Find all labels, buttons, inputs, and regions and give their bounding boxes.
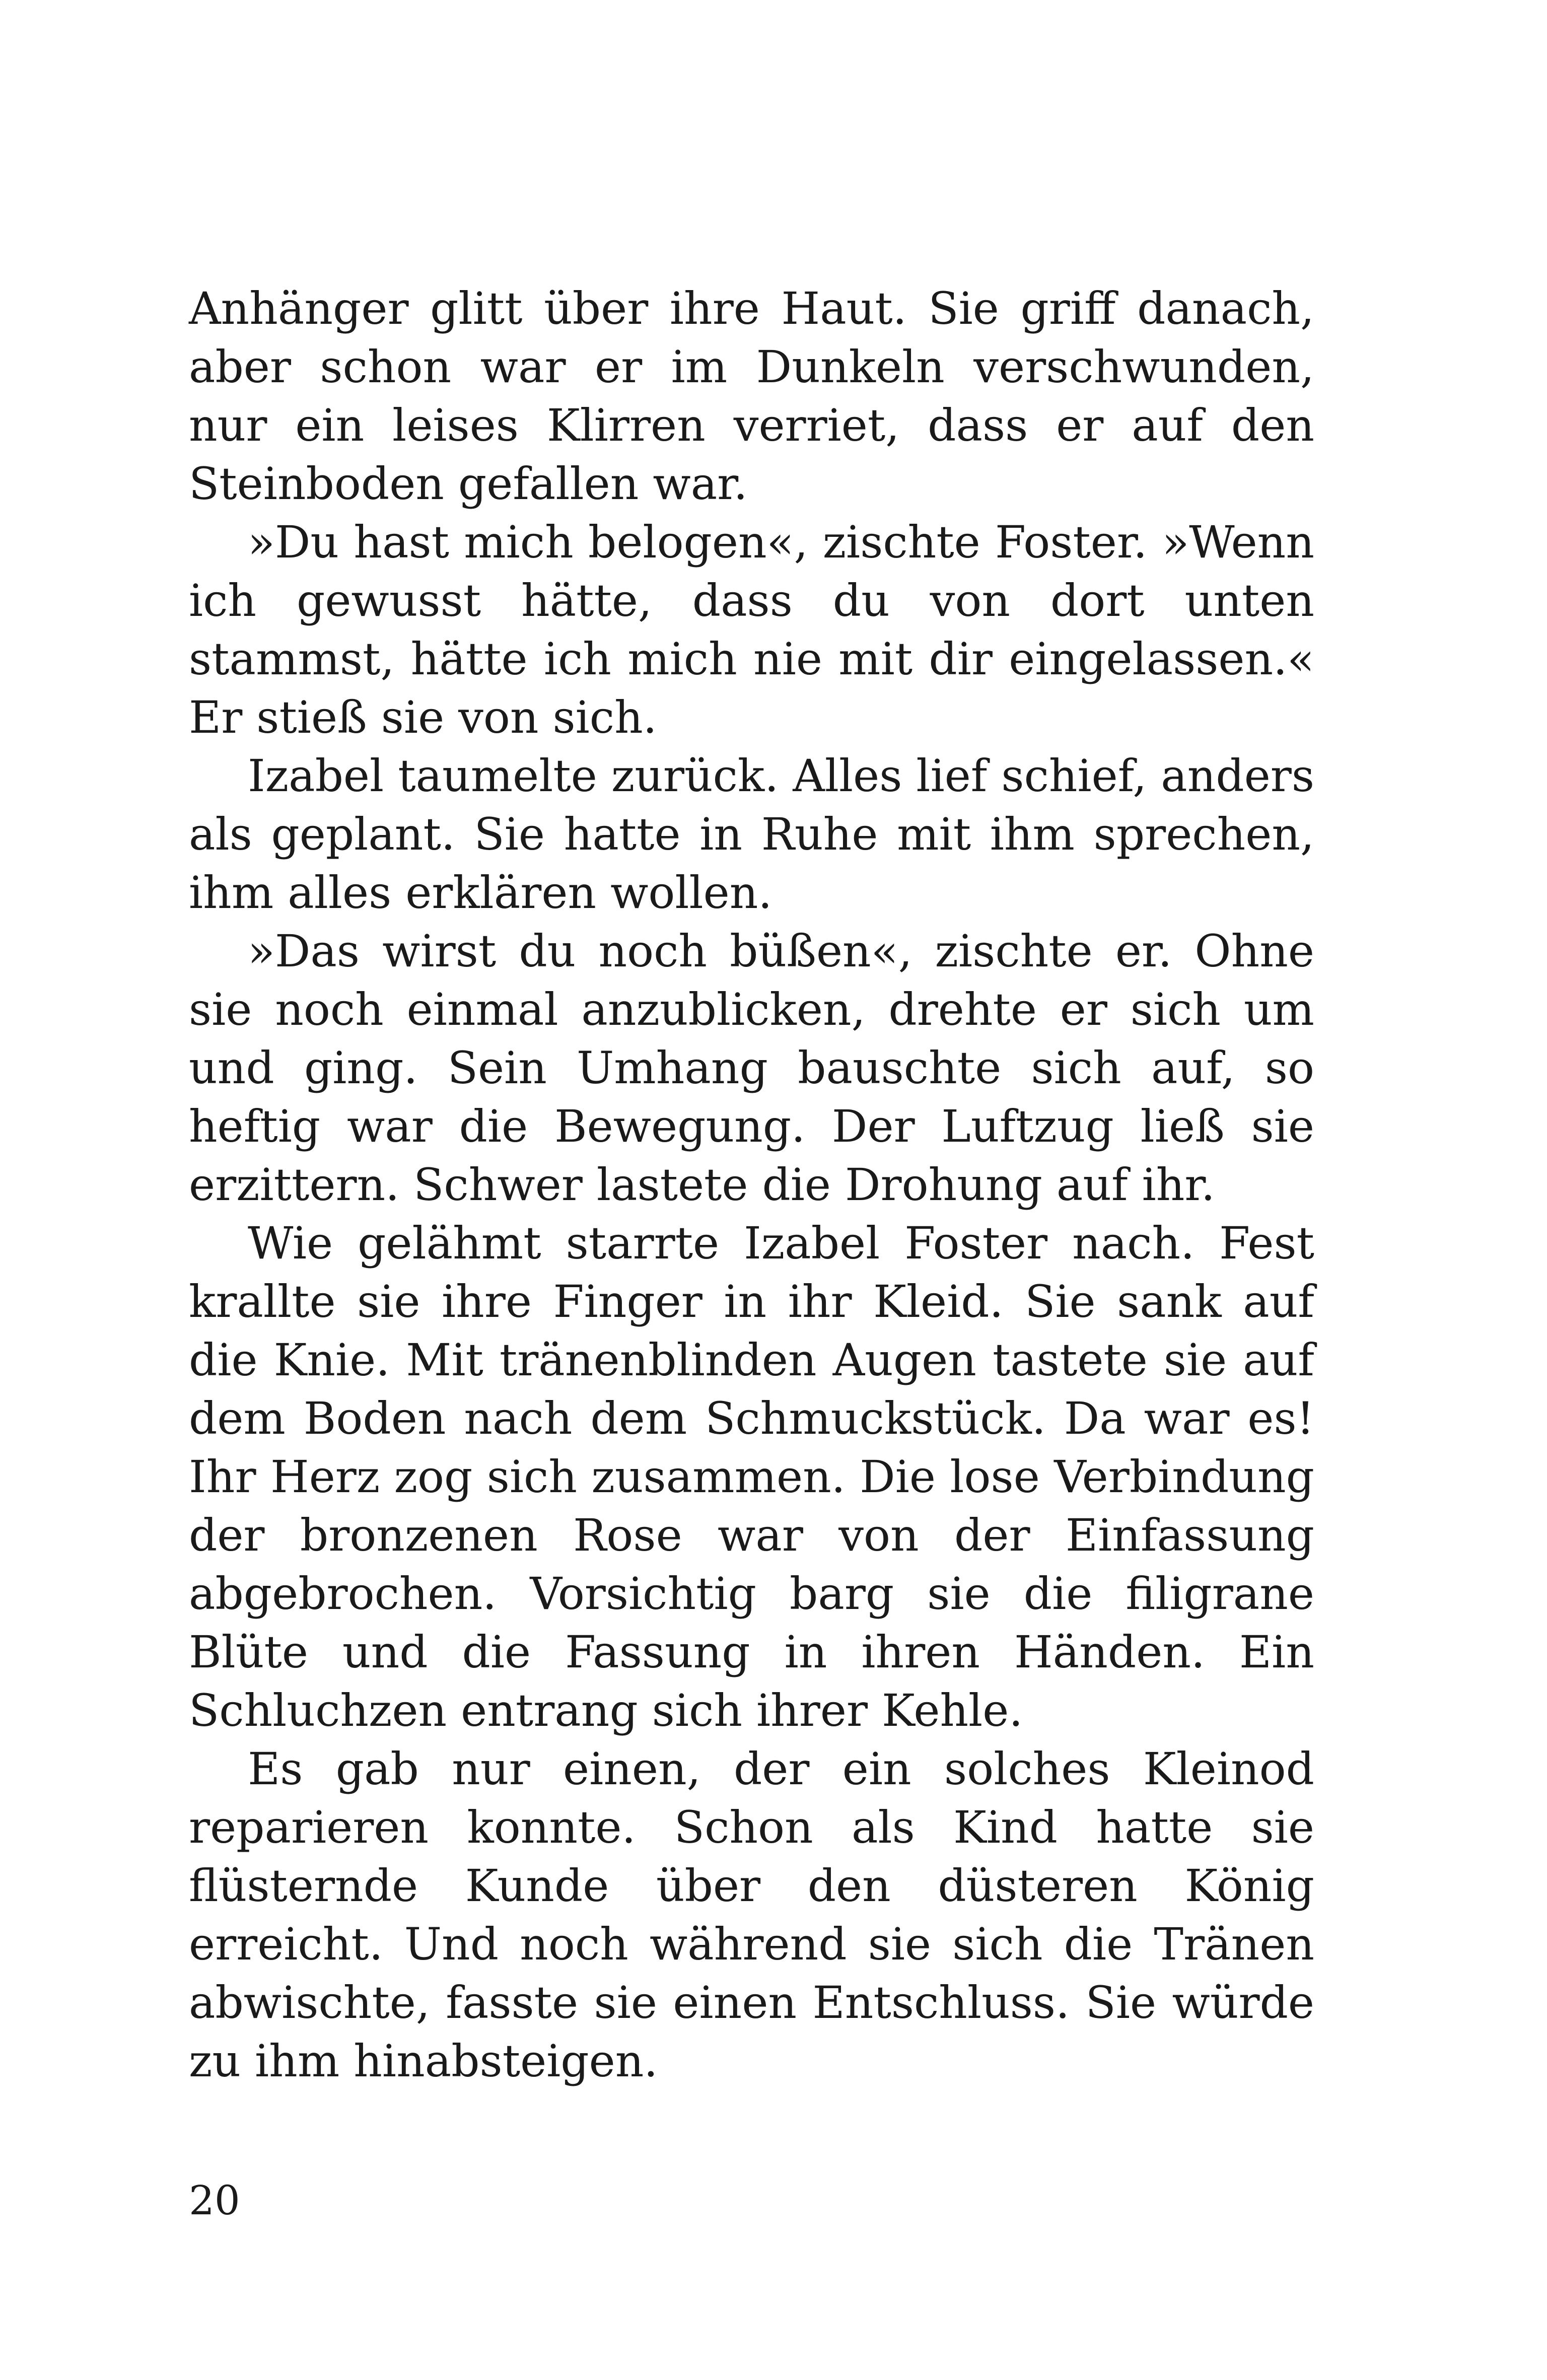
page-number: 20: [189, 2177, 240, 2224]
paragraph-6: Es gab nur einen, der ein solches Kleinod reparieren konnte. Schon als Kind hatte sie flüsternde Kunde über den düsteren König erreicht. Und noch während sie sich die Tränen abwischte, fasste sie einen Entschluss. Sie würde zu ihm hinabsteigen.: [189, 1743, 1314, 2087]
paragraph-1: Anhänger glitt über ihre Haut. Sie griff danach, aber schon war er im Dunkeln verschwunden, nur ein leises Klirren verriet, dass er auf den Steinboden gefallen war.: [189, 283, 1314, 510]
paragraph-5: Wie gelähmt starrte Izabel Foster nach. Fest krallte sie ihre Finger in ihr Kleid. Sie sank auf die Knie. Mit tränenblinden Augen tastete sie auf dem Boden nach dem Schmuckstück. Da war es! Ihr Herz zog sich zusammen. Die lose Verbindung der bronzenen Rose war von der Einfassung abgebrochen. Vorsichtig barg sie die filigrane Blüte und die Fassung in ihren Händen. Ein Schluchzen entrang sich ihrer Kehle.: [189, 1217, 1314, 1736]
paragraph-3: Izabel taumelte zurück. Alles lief schief, anders als geplant. Sie hatte in Ruhe mit ihm sprechen, ihm alles erklären wollen.: [189, 750, 1314, 919]
body-text: [189, 279, 1314, 2090]
paragraph-4: »Das wirst du noch büßen«, zischte er. Ohne sie noch einmal anzublicken, drehte er sich um und ging. Sein Umhang bauschte sich auf, so heftig war die Bewegung. Der Luftzug ließ sie erzittern. Schwer lastete die Drohung auf ihr.: [189, 925, 1314, 1211]
paragraph-2: »Du hast mich belogen«, zischte Foster. »Wenn ich gewusst hätte, dass du von dort unten stammst, hätte ich mich nie mit dir eingelassen.« Er stieß sie von sich.: [189, 516, 1314, 743]
